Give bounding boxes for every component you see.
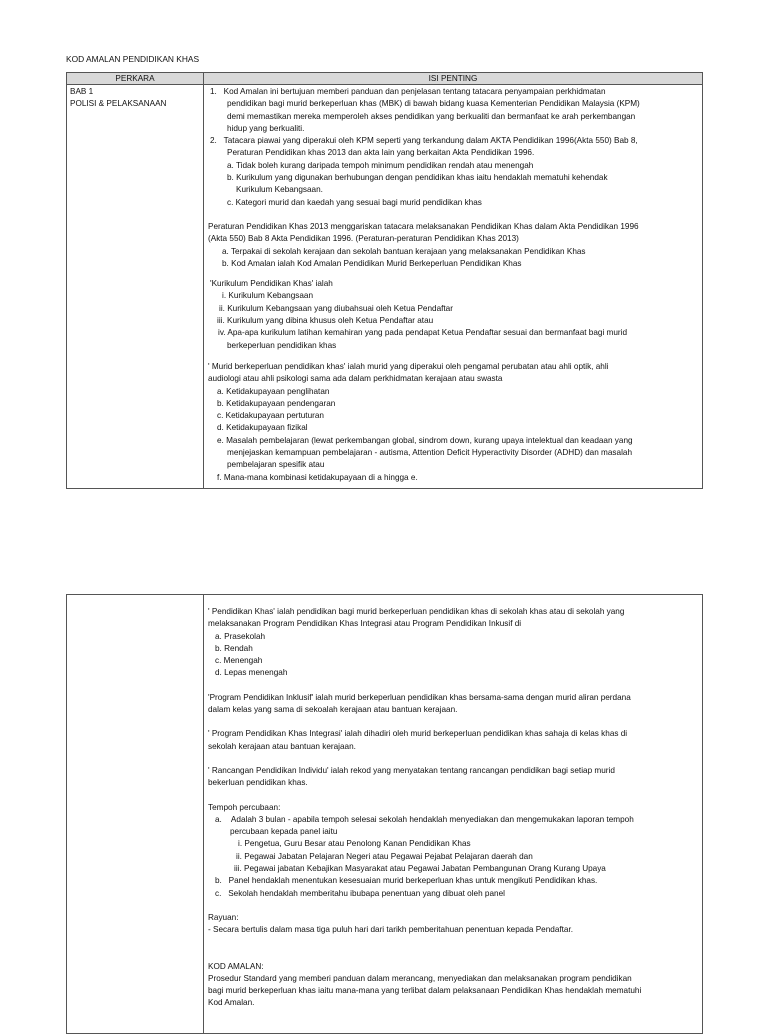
table-row <box>67 85 703 489</box>
text-line: i. Pengetua, Guru Besar atau Penolong Kanan Pendidikan Khas <box>238 839 471 849</box>
text-line: bekerluan pendidikan khas. <box>208 778 308 788</box>
perkara-cell <box>67 85 204 489</box>
text-line: ii. Pegawai Jabatan Pelajaran Negeri atau Pegawai Pejabat Pelajaran daerah dan <box>236 851 533 861</box>
text-line: c. Kategori murid dan kaedah yang sesuai bagi murid pendidikan khas <box>227 197 482 207</box>
text-line: Peraturan Pendidikan Khas 2013 menggariskan tatacara melaksanakan Pendidikan Khas dalam Akta Pendidikan 1996 <box>208 221 639 231</box>
text-line: berkeperluan pendidikan khas <box>227 340 337 350</box>
text-line: sekolah kerajaan atau bantuan kerajaan. <box>208 741 356 751</box>
text-line: c. Menengah <box>215 656 263 666</box>
header-perkara: PERKARA <box>67 73 204 85</box>
text-line: b. Kurikulum yang digunakan berhubungan dengan pendidikan khas iaitu hendaklah mematuhi kehendak <box>227 173 608 183</box>
text-line: Kod Amalan. <box>208 998 255 1008</box>
text-line: (Akta 550) Bab 8 Akta Pendidikan 1996. (Peraturan-peraturan Pendidikan Khas 2013) <box>208 234 519 244</box>
isi-penting-cell <box>204 85 703 489</box>
text-line: b. Rendah <box>215 643 253 653</box>
text-line: pendidikan bagi murid berkeperluan khas (MBK) di bawah bidang kuasa Kementerian Pendidikan Malaysia (KPM) <box>227 99 640 109</box>
text-line: a. Adalah 3 bulan - apabila tempoh selesai sekolah hendaklah menyediakan dan mengemukakan laporan tempoh <box>215 814 634 824</box>
text-line: c. Sekolah hendaklah memberitahu ibubapa penentuan yang dibuat oleh panel <box>215 888 505 898</box>
table-row <box>67 595 703 1034</box>
text-line: Peraturan Pendidikan khas 2013 dan akta lain yang berkaitan Akta Pendidikan 1996. <box>227 148 535 158</box>
text-line: demi memastikan mereka memperoleh akses pendidikan yang berkualiti dan bermanfaat ke arah perkembangan <box>227 111 636 121</box>
text-line: bagi murid berkeperluan khas iaitu mana-mana yang terlibat dalam pelaksanaan Pendidikan Khas hendaklah mematuhi <box>208 986 642 996</box>
text-line: Tempoh percubaan: <box>208 802 281 812</box>
text-line: a. Ketidakupayaan penglihatan <box>217 386 330 396</box>
text-line: a. Tidak boleh kurang daripada tempoh minimum pendidikan rendah atau menengah <box>227 160 534 170</box>
text-line: Prosedur Standard yang memberi panduan dalam merancang, menyediakan dan melaksanakan program pendidikan <box>208 973 632 983</box>
text-line: ' Murid berkeperluan pendidikan khas' ialah murid yang diperakui oleh pengamal perubatan atau ahli optik, ahli <box>208 361 609 371</box>
chapter-title: POLISI & PELAKSANAAN <box>70 99 167 108</box>
perkara-cell-empty <box>67 595 204 1034</box>
document-title: KOD AMALAN PENDIDIKAN KHAS <box>66 54 200 64</box>
policy-table-page-1 <box>66 72 703 489</box>
text-line: ' Program Pendidikan Khas Integrasi' ialah dihadiri oleh murid berkeperluan pendidikan khas sahaja di kelas khas di <box>208 729 628 739</box>
text-line: melaksanakan Program Pendidikan Khas Integrasi atau Program Pendidikan Inkusif di <box>208 619 522 629</box>
text-line: b. Panel hendaklah menentukan kesesuaian murid berkeperluan khas untuk mengikuti Pendidikan khas. <box>215 876 598 886</box>
text-line: 'Program Pendidikan Inklusif' ialah murid berkeperluan pendidikan khas bersama-sama dengan murid aliran perdana <box>208 692 631 702</box>
text-line: a. Terpakai di sekolah kerajaan dan sekolah bantuan kerajaan yang melaksanakan Pendidikan Khas <box>222 246 586 256</box>
text-line: hidup yang berkualiti. <box>227 123 305 133</box>
text-line: 2. Tatacara piawai yang diperakui oleh KPM seperti yang terkandung dalam AKTA Pendidikan 1996(Akta 550) Bab 8, <box>210 136 638 146</box>
policy-table-page-2 <box>66 594 703 1034</box>
text-line: percubaan kepada panel iaitu <box>230 827 338 837</box>
text-line: f. Mana-mana kombinasi ketidakupayaan di a hingga e. <box>217 472 418 482</box>
text-line: b. Ketidakupayaan pendengaran <box>217 398 336 408</box>
text-line: - Secara bertulis dalam masa tiga puluh hari dari tarikh pemberitahuan penentuan kepada Pendaftar. <box>208 925 574 935</box>
header-isi-penting: ISI PENTING <box>204 73 703 85</box>
text-line: iv. Apa-apa kurikulum latihan kemahiran yang pada pendapat Ketua Pendaftar sesuai dan bermanfaat bagi murid <box>218 328 628 338</box>
text-line: audiologi atau ahli psikologi sama ada dalam perkhidmatan kerajaan atau swasta <box>208 374 503 384</box>
text-line: i. Kurikulum Kebangsaan <box>222 291 314 301</box>
text-line: e. Masalah pembelajaran (lewat perkembangan global, sindrom down, kurang upaya intelektual dan keadaan yang <box>217 435 633 445</box>
table-header-row <box>67 73 703 85</box>
text-line: iii. Pegawai jabatan Kebajikan Masyarakat atau Pegawai Jabatan Pembangunan Orang Kurang Upaya <box>234 864 606 874</box>
text-line: 'Kurikulum Pendidikan Khas' ialah <box>210 279 333 289</box>
text-line: pembelajaran spesifik atau <box>227 460 325 470</box>
text-line: a. Prasekolah <box>215 631 266 641</box>
text-line: Kurikulum Kebangsaan. <box>236 185 323 195</box>
text-line: ' Pendidikan Khas' ialah pendidikan bagi murid berkeperluan pendidikan khas di sekolah khas atau di sekolah yang <box>208 607 625 616</box>
text-line: dalam kelas yang sama di sekoalah kerajaan atau bantuan kerajaan. <box>208 705 458 715</box>
text-line: 1. Kod Amalan ini bertujuan memberi panduan dan penjelasan tentang tatacara penyampaian perkhidmatan <box>210 87 606 96</box>
text-line: c. Ketidakupayaan pertuturan <box>217 411 324 421</box>
isi-penting-cell <box>204 595 703 1034</box>
text-line: Rayuan: <box>208 912 239 922</box>
text-line: d. Lepas menengah <box>215 668 288 678</box>
chapter-label: BAB 1 <box>70 87 94 96</box>
text-line: iii. Kurikulum yang dibina khusus oleh Ketua Pendaftar atau <box>217 316 434 326</box>
text-line: d. Ketidakupayaan fizikal <box>217 423 308 433</box>
text-line: menjejaskan kemampuan pembelajaran - autisma, Attention Deficit Hyperactivity Disorder (ADHD) dan masalah <box>227 448 633 458</box>
text-line: KOD AMALAN: <box>208 961 264 971</box>
text-line: b. Kod Amalan ialah Kod Amalan Pendidikan Murid Berkeperluan Pendidikan Khas <box>222 258 522 268</box>
text-line: ' Rancangan Pendidikan Individu' ialah rekod yang menyatakan tentang rancangan pendidikan bagi setiap murid <box>208 765 615 775</box>
text-line: ii. Kurikulum Kebangsaan yang diubahsuai oleh Ketua Pendaftar <box>219 303 453 313</box>
